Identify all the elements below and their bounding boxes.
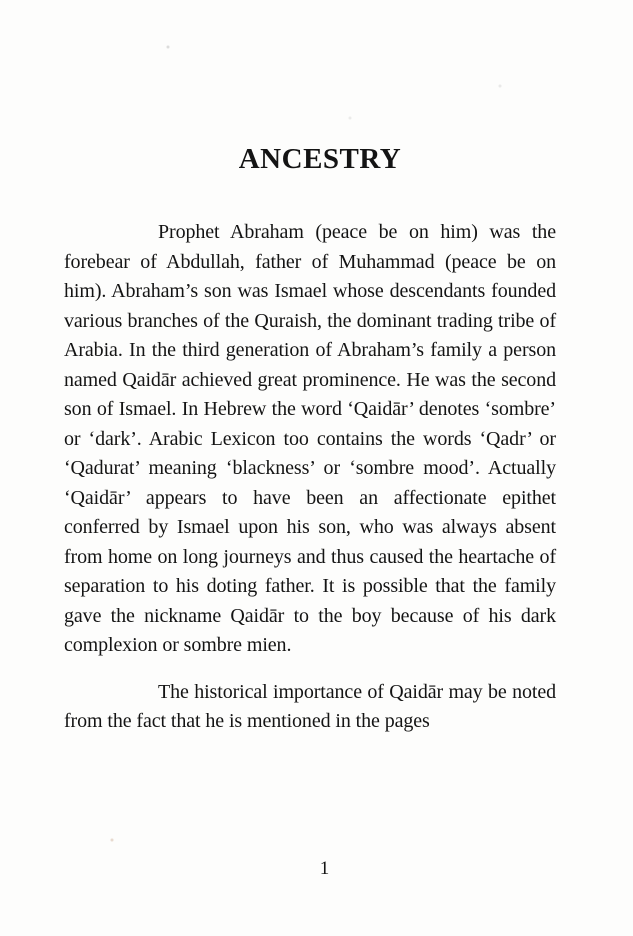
paragraph-ancestry-2: The historical importance of Qaidār may be noted from the fact that he is mentioned in the pages: [64, 680, 556, 732]
text-column: [64, 0, 556, 737]
page-number: 1: [319, 858, 330, 879]
page-title: ANCESTRY: [238, 143, 402, 175]
paragraph-ancestry-1: Prophet Abraham (peace be on him) was the forebear of Abdullah, father of Muhammad (peace be on him). Abraham’s son was Ismael whose descendants founded various branches of the Quraish, the dominant trading tribe of Arabia. In the third generation of Abraham’s family a person named Qaidār achieved great prominence. He was the second son of Ismael. In Hebrew the word ‘Qaidār’ denotes ‘sombre’ or ‘dark’. Arabic Lexicon too contains the words ‘Qadr’ or ‘Qadurat’ meaning ‘blackness’ or ‘sombre mood’. Actually ‘Qaidār’ appears to have been an affectionate epithet conferred by Ismael upon his son, who was always absent from home on long journeys and thus caused the heartache of separation to his doting father. It is possible that the family gave the nickname Qaidār to the boy because of his dark complexion or sombre mien.: [64, 221, 556, 656]
